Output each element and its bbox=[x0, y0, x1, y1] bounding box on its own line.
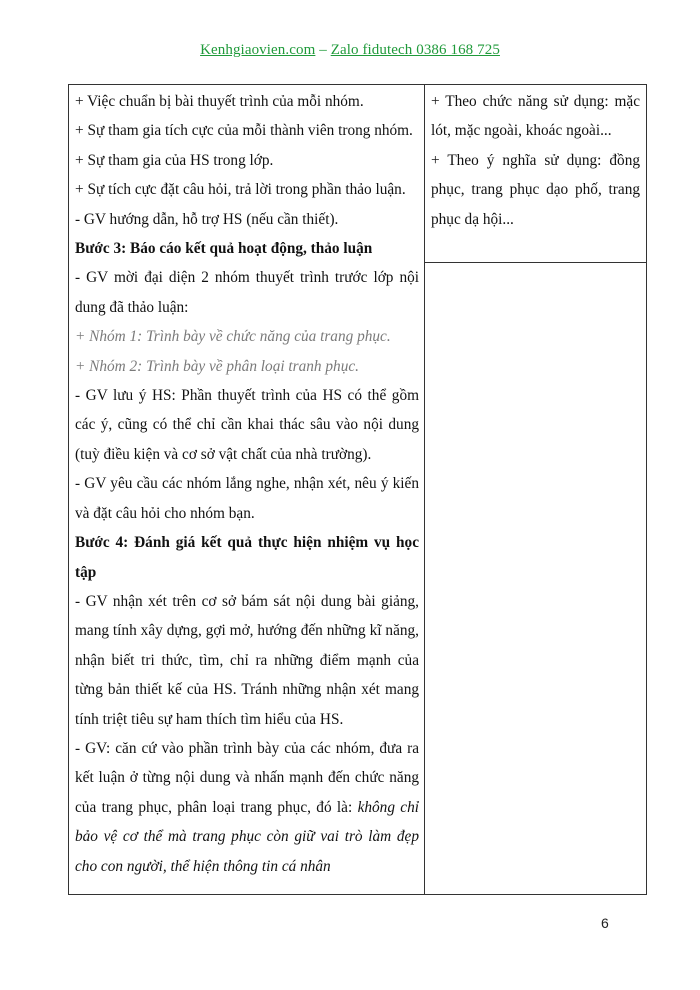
page-number: 6 bbox=[601, 915, 609, 931]
group2-task: + Nhóm 2: Trình bày về phân loại tranh phục. bbox=[75, 357, 359, 375]
page-header bbox=[0, 42, 700, 59]
classification-by-meaning: + Theo ý nghĩa sử dụng: đồng phục, trang phục dạo phố, trang phục dạ hội... bbox=[431, 151, 640, 228]
evaluation-1: - GV nhận xét trên cơ sở bám sát nội dung bài giảng, mang tính xây dựng, gợi mở, hướng đến những kĩ năng, nhận biết tri thức, tìm, chỉ ra những điểm mạnh của từng bản thiết kế của HS. Tránh những nhận xét mang tính triệt tiêu sự ham thích tìm hiểu của HS. bbox=[75, 592, 419, 728]
site-link[interactable]: Kenhgiaovien.com bbox=[200, 42, 316, 58]
right-column bbox=[425, 85, 646, 263]
evaluation-2-text: - GV: căn cứ vào phần trình bày của các nhóm, đưa ra kết luận ở từng nội dung và nhấn mạnh đến chức năng của trang phục, phân loại trang phục, đó là: bbox=[75, 739, 419, 816]
lesson-table bbox=[68, 84, 647, 895]
criteria-line: + Sự tham gia tích cực của mỗi thành viên trong nhóm. bbox=[75, 122, 413, 140]
step3-heading: Bước 3: Báo cáo kết quả hoạt động, thảo luận bbox=[75, 240, 373, 258]
left-column bbox=[69, 85, 425, 894]
teacher-note-1: - GV lưu ý HS: Phần thuyết trình của HS có thể gồm các ý, cũng có thể chỉ cần khai thác sâu vào nội dung (tuỳ điều kiện và cơ sở vật chất của nhà trường). bbox=[75, 387, 419, 463]
criteria-line: + Sự tham gia của HS trong lớp. bbox=[75, 151, 274, 169]
classification-by-function: + Theo chức năng sử dụng: mặc lót, mặc ngoài, khoác ngoài... bbox=[431, 93, 640, 140]
criteria-line: - GV hướng dẫn, hỗ trợ HS (nếu cần thiết). bbox=[75, 210, 339, 228]
header-separator: – bbox=[315, 42, 331, 58]
step3-intro: - GV mời đại diện 2 nhóm thuyết trình trước lớp nội dung đã thảo luận: bbox=[75, 269, 419, 316]
evaluation-2-italic: không chỉ bảo vệ cơ thể mà trang phục còn giữ vai trò làm đẹp cho con người, thể hiện thông tin cá nhân bbox=[75, 798, 419, 875]
step4-heading: Bước 4: Đánh giá kết quả thực hiện nhiệm vụ học tập bbox=[75, 534, 419, 581]
criteria-line: + Việc chuẩn bị bài thuyết trình của mỗi nhóm. bbox=[75, 93, 364, 110]
teacher-note-2: - GV yêu cầu các nhóm lắng nghe, nhận xét, nêu ý kiến và đặt câu hỏi cho nhóm bạn. bbox=[75, 475, 419, 522]
criteria-line: + Sự tích cực đặt câu hỏi, trả lời trong phần thảo luận. bbox=[75, 181, 406, 199]
contact-link[interactable]: Zalo fidutech 0386 168 725 bbox=[330, 42, 500, 58]
group1-task: + Nhóm 1: Trình bày về chức năng của trang phục. bbox=[75, 328, 391, 346]
evaluation-2 bbox=[75, 734, 419, 881]
